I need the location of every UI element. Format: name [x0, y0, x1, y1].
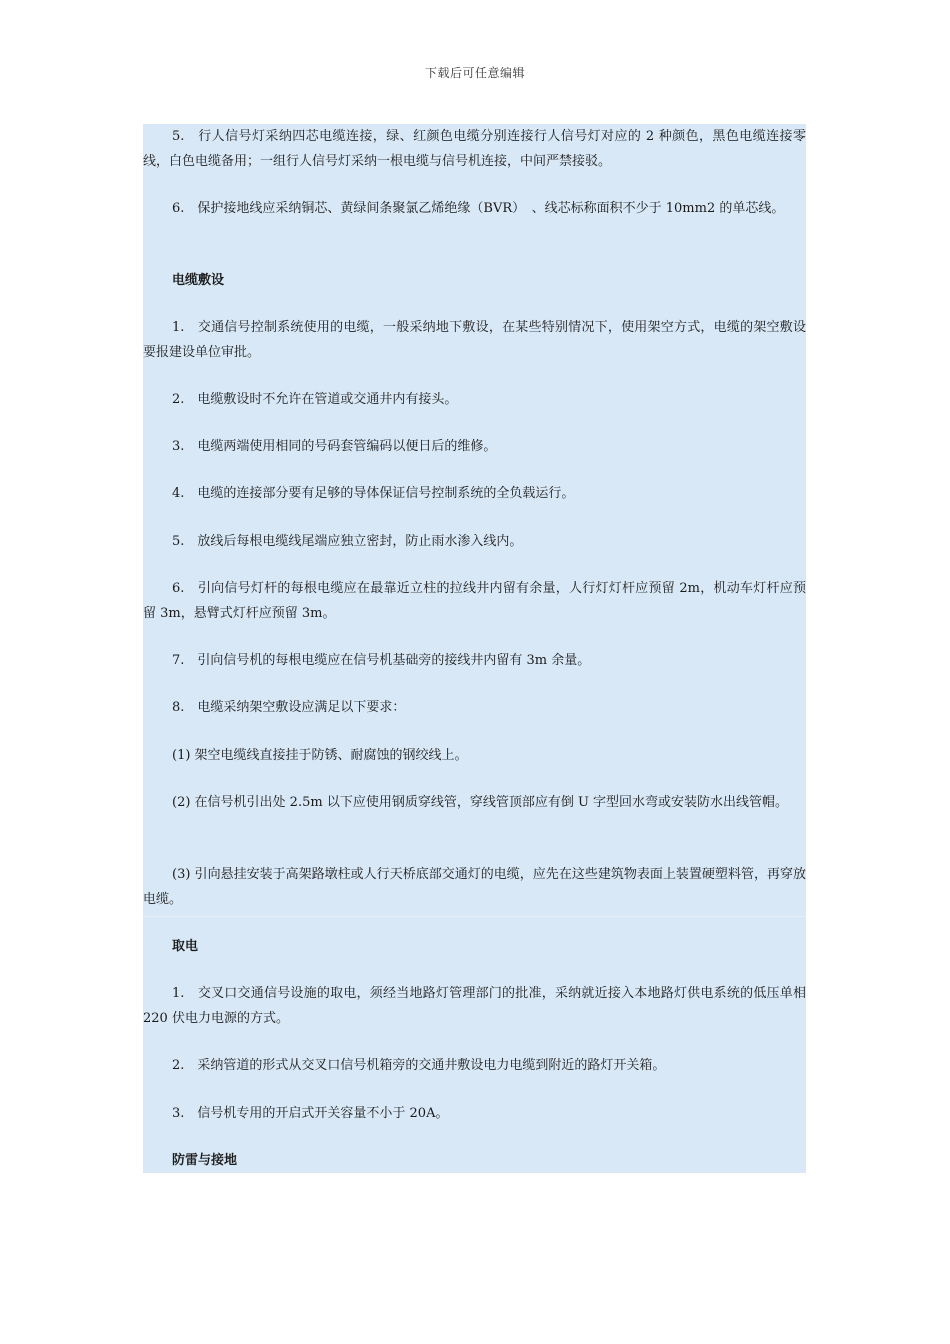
- page-header: 下载后可任意编辑: [424, 66, 525, 80]
- section-heading-cable-laying: 电缆敷设: [172, 273, 225, 288]
- paragraph-sub-item-2: (2) 在信号机引出处 2.5m 以下应使用钢质穿线管，穿线管顶部应有倒 U 字型回水弯或安装防水出线管帽。: [172, 795, 789, 810]
- paragraph-laying-3: 3. 电缆两端使用相同的号码套管编码以便日后的维修。: [172, 439, 497, 454]
- paragraph-cable-6: 6. 保护接地线应采纳铜芯、黄绿间条聚氯乙烯绝缘（BVR） 、线芯标称面积不少于 10mm2 的单芯线。: [172, 201, 785, 216]
- paragraph-laying-5: 5. 放线后每根电缆线尾端应独立密封，防止雨水渗入线内。: [172, 534, 523, 549]
- paragraph-laying-8: 8. 电缆采纳架空敷设应满足以下要求：: [172, 700, 406, 715]
- paragraph-power-2: 2. 采纳管道的形式从交叉口信号机箱旁的交通井敷设电力电缆到附近的路灯开关箱。: [172, 1058, 666, 1073]
- paragraph-laying-4: 4. 电缆的连接部分要有足够的导体保证信号控制系统的全负载运行。: [172, 486, 575, 501]
- section-heading-lightning-grounding: 防雷与接地: [172, 1153, 238, 1168]
- paragraph-laying-6: 6. 引向信号灯杆的每根电缆应在最靠近立柱的拉线井内留有余量，人行灯灯杆应预留 2m，机动车灯杆应预留 3m，悬臂式灯杆应预留 3m。: [143, 581, 806, 621]
- paragraph-laying-1: 1. 交通信号控制系统使用的电缆，一般采纳地下敷设，在某些特别情况下，使用架空方式，电缆的架空敷设要报建设单位审批。: [143, 320, 806, 360]
- paragraph-power-3: 3. 信号机专用的开启式开关容量不小于 20A。: [172, 1106, 449, 1121]
- paragraph-power-1: 1. 交叉口交通信号设施的取电，须经当地路灯管理部门的批准，采纳就近接入本地路灯供电系统的低压单相 220 伏电力电源的方式。: [143, 986, 806, 1026]
- paragraph-sub-item-1: (1) 架空电缆线直接挂于防锈、耐腐蚀的钢绞线上。: [172, 748, 468, 763]
- paragraph-cable-5: 5. 行人信号灯采纳四芯电缆连接，绿、红颜色电缆分别连接行人信号灯对应的 2 种颜色，黑色电缆连接零线，白色电缆备用；一组行人信号灯采纳一根电缆与信号机连接，中间严禁接驳。: [143, 129, 806, 169]
- divider: [143, 916, 806, 917]
- paragraph-laying-2: 2. 电缆敷设时不允许在管道或交通井内有接头。: [172, 392, 458, 407]
- paragraph-sub-item-3: (3) 引向悬挂安装于高架路墩柱或人行天桥底部交通灯的电缆，应先在这些建筑物表面上装置硬塑料管，再穿放电缆。: [143, 867, 806, 907]
- section-heading-power-supply: 取电: [172, 939, 199, 954]
- paragraph-laying-7: 7. 引向信号机的每根电缆应在信号机基础旁的接线井内留有 3m 余量。: [172, 653, 591, 668]
- document-body: [143, 124, 806, 1173]
